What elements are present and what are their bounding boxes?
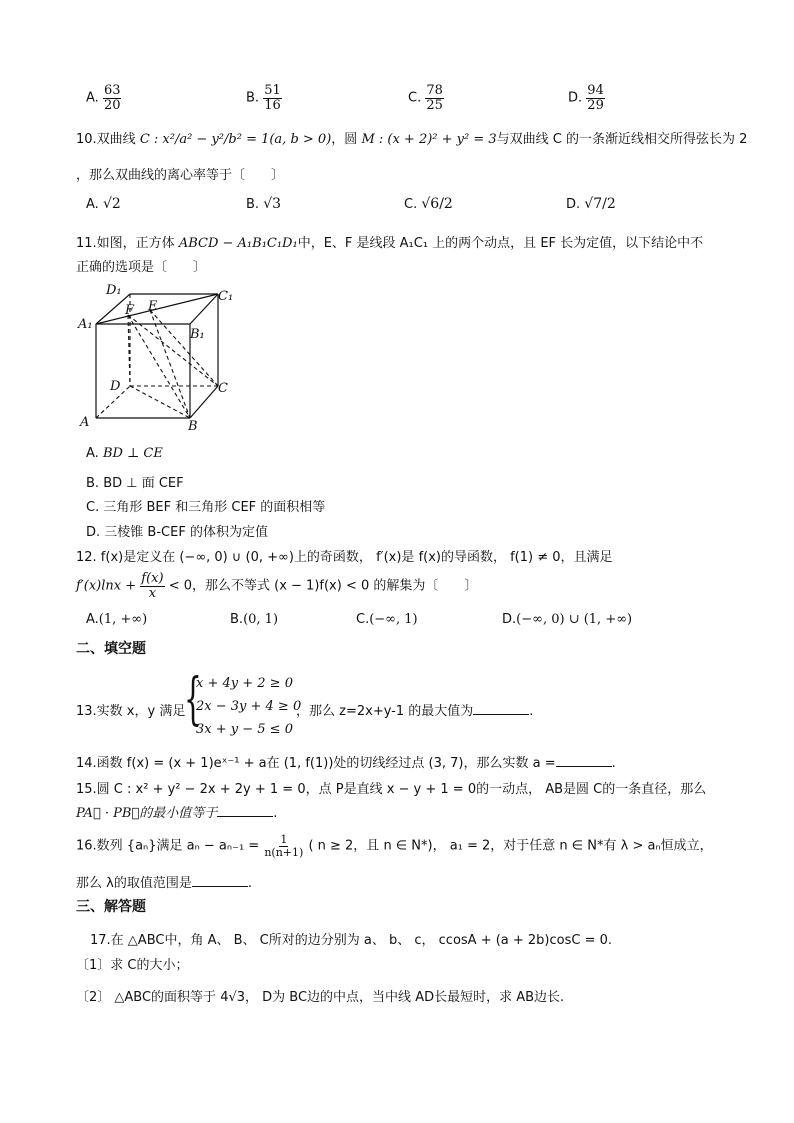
q10-option-c: C. √6/2 <box>404 196 453 212</box>
q13-suffix: ，那么 z=2x+y-1 的最大值为 . <box>296 704 534 719</box>
system-brace: { <box>184 667 202 732</box>
q11-stem: 11.如图，正方体 ABCD − A₁B₁C₁D₁中，E、F 是线段 A₁C₁ 上的两个动点，且 EF 长为定值，以下结论中不 <box>76 236 704 251</box>
q11-option-c: C. 三角形 BEF 和三角形 CEF 的面积相等 <box>86 500 326 515</box>
section-heading-fill-in: 二、填空题 <box>76 641 146 657</box>
label-f: F <box>125 303 135 318</box>
constraint-2: 2x − 3y + 4 ≥ 0 <box>196 699 302 714</box>
segment-fb-hidden <box>128 315 190 418</box>
fraction: $\frac{1}{n(n+1)}$ <box>264 833 304 859</box>
label-e: E <box>148 299 158 314</box>
edge-bc <box>190 386 218 418</box>
q17-part1: 〔1〕求 C的大小； <box>76 958 189 973</box>
fraction: $\frac{51}{16}$ <box>264 83 281 113</box>
segment-fc-hidden <box>128 315 218 386</box>
q10-stem: 10.双曲线 C : x²/a² − y²/b² = 1(a, b > 0)，圆 M : (x + 2)² + y² = 3与双曲线 C 的一条渐近线相交所得弦长为 2 <box>76 132 748 147</box>
answer-blank[interactable] <box>217 804 273 817</box>
hyperbola-equation: C : x²/a² − y²/b² = 1(a, b > 0) <box>139 132 332 147</box>
q10-option-d: D. √7/2 <box>566 196 616 212</box>
edge-c1b1 <box>190 294 218 324</box>
q16-stem-line2: 那么 λ的取值范围是 . <box>76 876 252 891</box>
answer-blank[interactable] <box>556 754 612 767</box>
q9-option-d: D. $\frac{94}{29}$ <box>568 83 604 113</box>
q15-stem: 15.圆 C : x² + y² − 2x + 2y + 1 = 0，点 P是直线 x − y + 1 = 0的一动点， AB是圆 C的一条直径，那么 <box>76 782 707 797</box>
q14-stem: 14.函数 f(x) = (x + 1)eˣ⁻¹ + a在 (1, f(1))处的切线经过点 (3, 7)，那么实数 a = . <box>76 756 616 771</box>
label-b1: B₁ <box>190 327 205 342</box>
q10-option-a: A. √2 <box>86 196 121 212</box>
q12-stem: 12. f(x)是定义在 (−∞, 0) ∪ (0, +∞)上的奇函数， f′(x)是 f(x)的导函数， f(1) ≠ 0，且满足 <box>76 550 613 565</box>
constraint-1: x + 4y + 2 ≥ 0 <box>196 676 293 691</box>
q9-option-c: C. $\frac{78}{25}$ <box>408 83 443 113</box>
label-b: B <box>188 419 198 432</box>
q12-option-c: C.(−∞, 1) <box>356 612 418 627</box>
q16-stem: 16.数列 {aₙ}满足 aₙ − aₙ₋₁ = $\frac{1}{n(n+1)}$ ( n ≥ 2，且 n ∈ N*)， a₁ = 2，对于任意 n ∈ N*有 λ > aₙ恒成立， <box>76 833 713 859</box>
answer-blank[interactable] <box>473 702 529 715</box>
fraction: $\frac{f(x)}{x}$ <box>141 571 164 601</box>
cube-name: ABCD − A₁B₁C₁D₁ <box>178 236 298 251</box>
label-d1: D₁ <box>106 283 122 298</box>
label-a1: A₁ <box>78 317 93 332</box>
q12-option-b: B.(0, 1) <box>230 612 279 627</box>
label-d: D <box>110 379 121 394</box>
q13-prefix: 13.实数 x，y 满足 <box>76 704 186 719</box>
q10-stem-line2: ，那么双曲线的离心率等于〔 〕 <box>76 168 285 183</box>
circle-equation: M : (x + 2)² + y² = 3 <box>361 132 497 147</box>
segment-ec-hidden <box>150 310 218 386</box>
q11-option-b: B. BD ⊥ 面 CEF <box>86 476 184 491</box>
fraction: $\frac{78}{25}$ <box>426 83 443 113</box>
answer-blank[interactable] <box>192 874 248 887</box>
q17-part2: 〔2〕 △ABC的面积等于 4√3， D为 BC边的中点，当中线 AD长最短时，求 AB边长. <box>76 990 565 1005</box>
label-c: C <box>218 381 228 396</box>
segment-eb-hidden <box>150 310 190 418</box>
section-heading-solve: 三、解答题 <box>76 899 146 915</box>
label-c1: C₁ <box>218 289 234 304</box>
q12-option-d: D.(−∞, 0) ∪ (1, +∞) <box>502 612 633 627</box>
q11-stem-line2: 正确的选项是〔 〕 <box>76 260 207 275</box>
q10-option-b: B. √3 <box>246 196 282 212</box>
q11-option-a: A. BD ⊥ CE <box>86 446 163 461</box>
constraint-3: 3x + y − 5 ≤ 0 <box>196 722 293 737</box>
q12-option-a: A.(1, +∞) <box>86 612 148 627</box>
q12-stem-line2: f′(x)lnx + $\frac{f(x)}{x}$ < 0，那么不等式 (x − 1)f(x) < 0 的解集为〔 〕 <box>76 571 478 601</box>
q9-option-a: A. $\frac{63}{20}$ <box>86 83 121 113</box>
fraction: $\frac{63}{20}$ <box>103 83 121 113</box>
cube-figure <box>70 282 240 432</box>
q11-option-d: D. 三棱锥 B-CEF 的体积为定值 <box>86 525 268 540</box>
fraction: $\frac{94}{29}$ <box>587 83 604 113</box>
q17-stem: 17.在 △ABC中，角 A、 B、 C所对的边分别为 a、 b、 c， ccosA + (a + 2b)cosC = 0. <box>90 933 613 948</box>
q15-stem-line2: PA⃗ · PB⃗的最小值等于 . <box>76 806 278 821</box>
q9-option-b: B. $\frac{51}{16}$ <box>246 83 281 113</box>
label-a: A <box>80 415 90 430</box>
